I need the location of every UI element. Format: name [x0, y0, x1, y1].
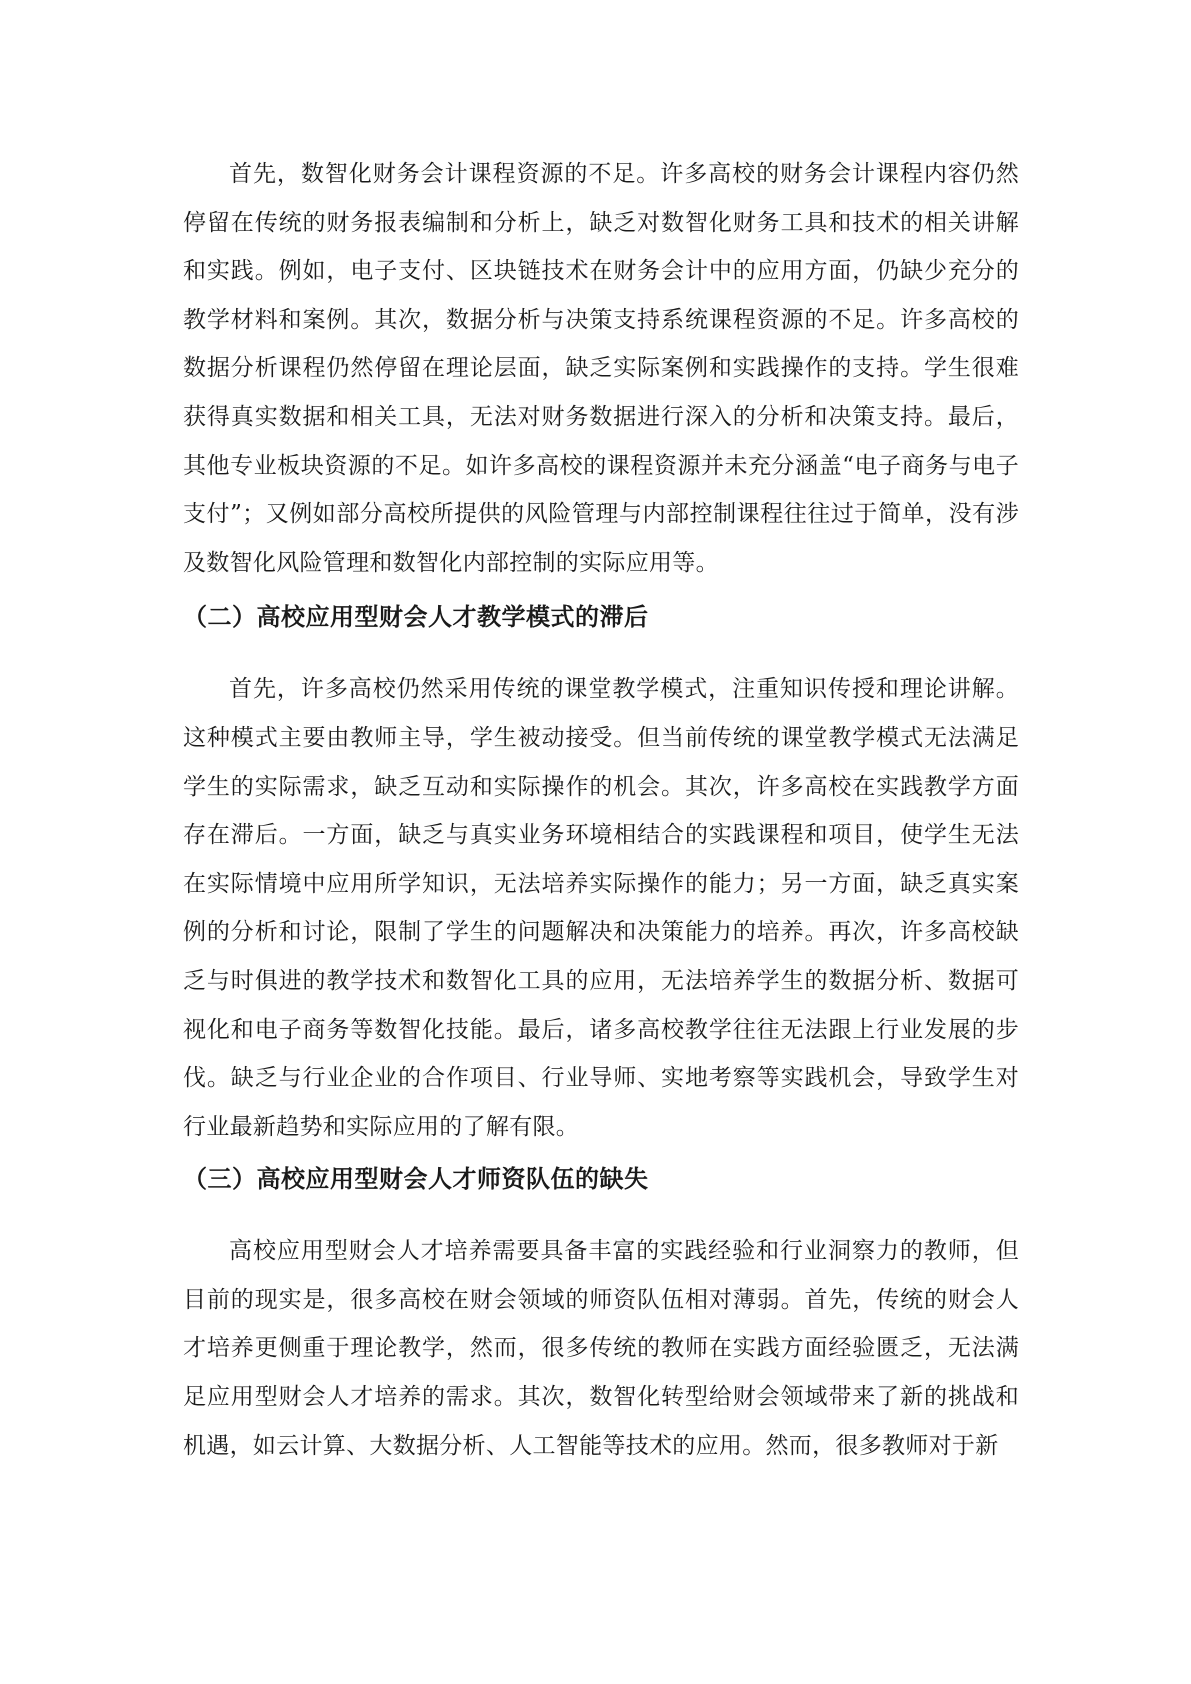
body-paragraph-course-resources: 首先，数智化财务会计课程资源的不足。许多高校的财务会计课程内容仍然停留在传统的财务报表编制和分析上，缺乏对数智化财务工具和技术的相关讲解和实践。例如，电子支付、区块链技术在财务会计中的应用方面，仍缺少充分的教学材料和案例。其次，数据分析与决策支持系统课程资源的不足。许多高校的数据分析课程仍然停留在理论层面，缺乏实际案例和实践操作的支持。学生很难获得真实数据和相关工具，无法对财务数据进行深入的分析和决策支持。最后，其他专业板块资源的不足。如许多高校的课程资源并未充分涵盖“电子商务与电子支付”；又例如部分高校所提供的风险管理与内部控制课程往往过于简单，没有涉及数智化风险管理和数智化内部控制的实际应用等。: [183, 161, 1019, 576]
body-paragraph-faculty: 高校应用型财会人才培养需要具备丰富的实践经验和行业洞察力的教师，但目前的现实是，很多高校在财会领域的师资队伍相对薄弱。首先，传统的财会人才培养更侧重于理论教学，然而，很多传统的教师在实践方面经验匮乏，无法满足应用型财会人才培养的需求。其次，数智化转型给财会领域带来了新的挑战和机遇，如云计算、大数据分析、人工智能等技术的应用。然而，很多教师对于新: [183, 1238, 1019, 1459]
section-heading-faculty: （三）高校应用型财会人才师资队伍的缺失: [183, 1164, 649, 1194]
section-heading-teaching-model: （二）高校应用型财会人才教学模式的滞后: [183, 602, 649, 632]
document-page: [183, 150, 1019, 1470]
body-paragraph-teaching-model: 首先，许多高校仍然采用传统的课堂教学模式，注重知识传授和理论讲解。这种模式主要由教师主导，学生被动接受。但当前传统的课堂教学模式无法满足学生的实际需求，缺乏互动和实际操作的机会。其次，许多高校在实践教学方面存在滞后。一方面，缺乏与真实业务环境相结合的实践课程和项目，使学生无法在实际情境中应用所学知识，无法培养实际操作的能力；另一方面，缺乏真实案例的分析和讨论，限制了学生的问题解决和决策能力的培养。再次，许多高校缺乏与时俱进的教学技术和数智化工具的应用，无法培养学生的数据分析、数据可视化和电子商务等数智化技能。最后，诸多高校教学往往无法跟上行业发展的步伐。缺乏与行业企业的合作项目、行业导师、实地考察等实践机会，导致学生对行业最新趋势和实际应用的了解有限。: [183, 676, 1019, 1140]
